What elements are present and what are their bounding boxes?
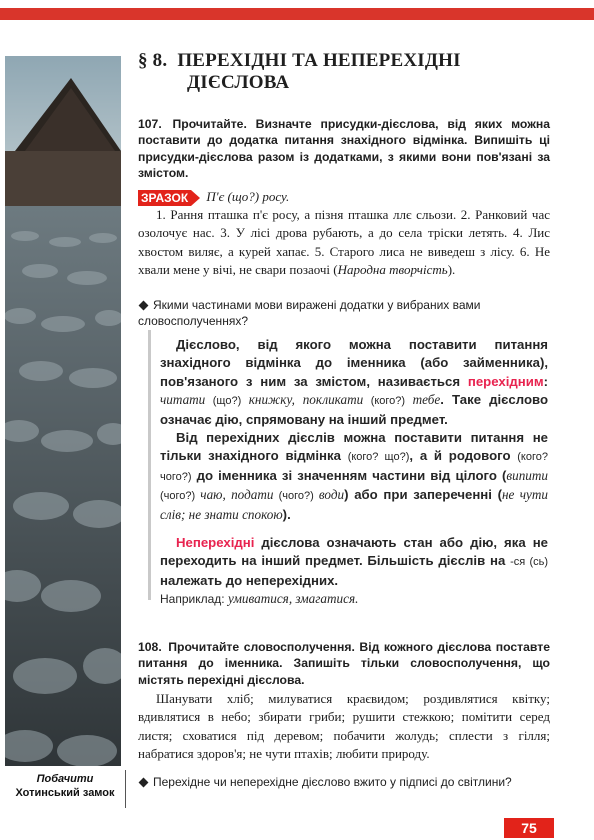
exercise-107-text [138, 206, 550, 279]
rule-p2-ex3: води [318, 487, 345, 503]
exercise-108-phrases: Шанувати хліб; милуватися краєвидом; роздивлятися квітку; вдивлятися в небо; збирати гриби; рушити стежкою; помітити серед листя; сховатися під деревом; побачити жолудь; сплести з гілля; набратися здоров'я; не чути птахів; любити природу. [138, 691, 550, 761]
page-number: 75 [504, 818, 554, 838]
photo-caption-line2: Хотинський замок [15, 787, 115, 799]
rule-p1-a: Дієслово, від якого можна поставити питання знахідного відмінка до іменника (або займенника), пов'язаного з ним за змістом, називається [160, 337, 548, 389]
rule-p1-b: : [543, 373, 548, 389]
diamond-bullet-icon [139, 777, 149, 787]
rule-paragraph-3 [160, 534, 548, 609]
rule-p2-ex1: випити [506, 467, 548, 483]
rule-p2-ex2: чаю, подати [200, 487, 274, 503]
rule-p2-b: , а й родового [409, 448, 518, 464]
term-transitive: перехідним [467, 373, 544, 389]
exercise-108-instructions: Прочитайте словосполучення. Від кожного дієслова поставте питання до іменника. Запишіть тільки словосполучення, що містять перехідні дієслова. [138, 640, 550, 687]
section-title-line1: ПЕРЕХІДНІ ТА НЕПЕРЕХІДНІ [177, 50, 461, 71]
section-title-line2: ДІЄСЛОВА [187, 72, 290, 93]
rule-p1-q1: (що?) [205, 395, 249, 408]
section-heading [138, 50, 550, 94]
rule-p2-ex4: не чути слів; не знати спокою [160, 487, 548, 522]
rule-p2-a: Від перехідних дієслів можна поставити питання не тільки знахідного відмінка [160, 430, 548, 464]
diamond-bullet-icon [139, 300, 149, 310]
top-stripe [0, 8, 594, 20]
sample-text: П'є (що?) росу. [206, 189, 290, 204]
exercise-108-text [138, 690, 550, 763]
rule-p2-c: до іменника зі значенням частини від цілого ( [191, 467, 507, 483]
rule-p1-ex1: читати [160, 392, 206, 408]
exercise-108-number: 108. [138, 640, 162, 654]
castle-photo [5, 56, 121, 766]
photo-caption-line1: Побачити [36, 773, 94, 785]
rule-p2-q4: (чого?) [273, 490, 319, 503]
castle-photo-image [5, 56, 121, 766]
rule-p3-a: дієслова означають стан або дію, яка не переходить на інший предмет. Більшість дієслів на [160, 535, 548, 569]
exercise-107-number: 107. [138, 117, 162, 131]
rule-p2-d: ) або при запереченні ( [344, 487, 502, 503]
exercise-108-task [138, 639, 550, 688]
rule-p3-suffix: -ся (сь) [510, 556, 549, 569]
rule-p2-q2: (кого? чого?) [160, 451, 548, 483]
rule-p3-example: умиватися, змагатися. [227, 591, 359, 607]
term-intransitive: Неперехідні [176, 535, 255, 551]
rule-p1-ex3: покликати [302, 392, 364, 408]
rule-paragraph-2 [160, 429, 548, 524]
exercise-108-question [138, 775, 550, 791]
exercise-107-instructions: Прочитайте. Визначте присудки-дієслова, від яких можна поставити до додатка питання знахідного відмінка. Випишіть ці присудки-дієслова разом із додатками, з якими вони пов'язані за змістом. [138, 117, 550, 181]
rule-p3-example-label: Наприклад: [160, 592, 228, 607]
rule-p1-sep: , [291, 392, 303, 408]
rule-p1-ex4: тебе [412, 392, 441, 408]
section-number: § 8. [138, 50, 168, 71]
exercise-107-question [138, 298, 550, 329]
rule-paragraph-1 [160, 336, 548, 429]
rule-p1-c: . Таке дієслово означає дію, спрямовану на інший предмет. [160, 392, 549, 427]
exercise-107-source: Народна творчість [337, 261, 448, 277]
sample-row [138, 188, 550, 206]
exercise-107-sentences: 1. Рання пташка п'є росу, а пізня пташка ллє сльози. 2. Ранковий час озолочує нас. 3. У лісі дрова рубають, а до села тріски летять. 4. Лис хвостом виляє, а курей хапає. 5. Старого лиса не виведеш з лісу. 6. Не хвали мене у вічі, не свари позаочі ( [138, 207, 550, 277]
rule-p3-b: належать до неперехідних. [160, 572, 339, 588]
exercise-108-question-text: Перехідне чи неперехідне дієслово вжито у підписі до світлини? [153, 775, 512, 789]
rule-p1-q2: (кого?) [363, 395, 413, 408]
exercise-107-text-end: ). [447, 261, 456, 277]
sample-badge: ЗРАЗОК [138, 190, 191, 206]
rule-p2-q3: (чого?) [160, 490, 201, 503]
rule-p2-q1: (кого? що?) [347, 451, 410, 464]
photo-caption [5, 772, 125, 800]
rule-p2-e: ). [282, 506, 291, 522]
rule-p1-ex2: книжку [248, 392, 292, 408]
exercise-107-question-text: Якими частинами мови виражені додатки у вибраних вами словосполученнях? [138, 298, 481, 328]
rule-side-bar [148, 330, 151, 600]
rule-text [160, 336, 548, 609]
rule-box [160, 336, 548, 609]
exercise-107-task [138, 116, 550, 182]
caption-divider [125, 770, 126, 808]
